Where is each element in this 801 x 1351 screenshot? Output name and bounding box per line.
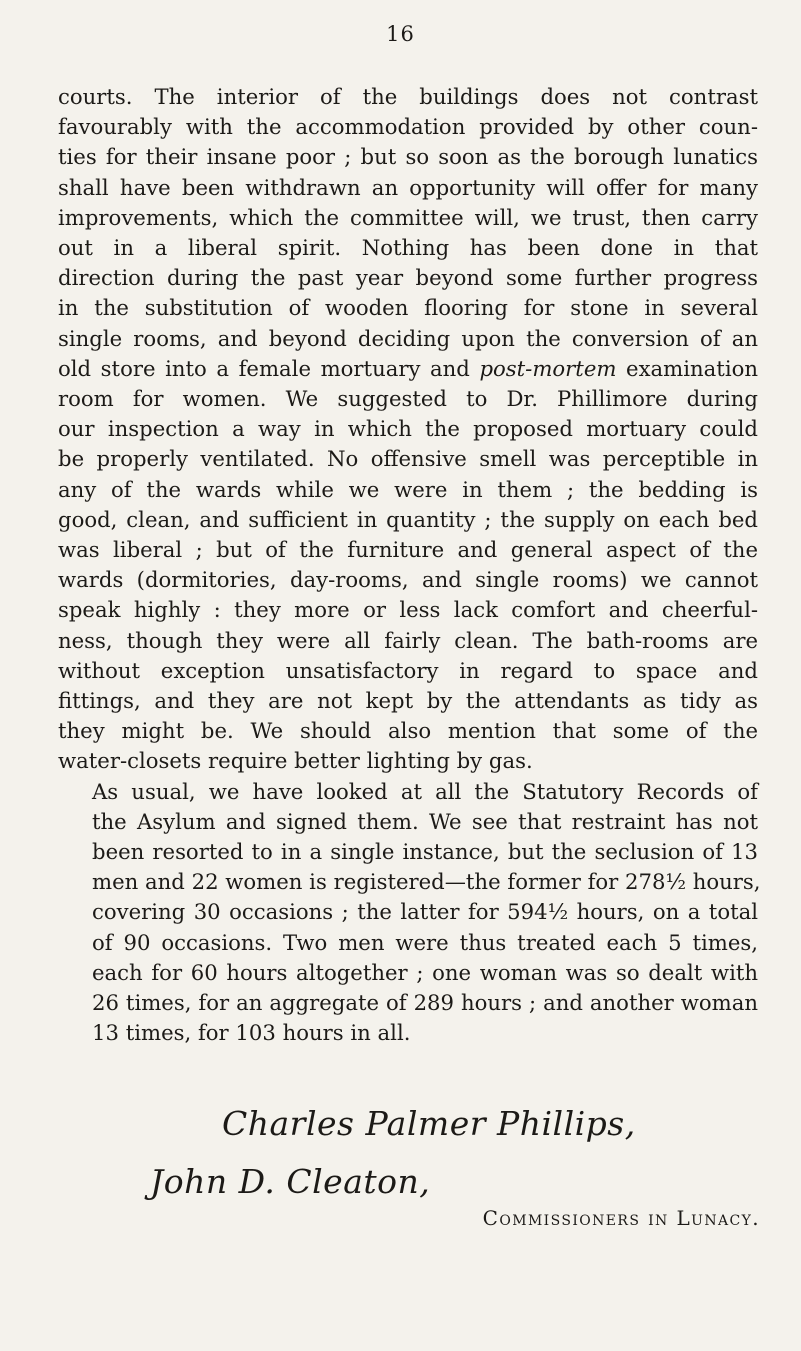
paragraph-statutory-records — [58, 777, 761, 1049]
text-line: room for women. We suggested to Dr. Phillimore during — [58, 386, 758, 412]
text-line: fittings, and they are not kept by the attendants as tidy as — [58, 688, 758, 714]
text-line: good, clean, and sufficient in quantity ; the supply on each bed — [58, 506, 758, 532]
text-line: they might be. We should also mention that some of the — [58, 718, 758, 744]
text-line: courts. The interior of the buildings does not contrast — [58, 84, 758, 109]
text-line: any of the wards while we were in them ; the bedding is — [58, 476, 758, 502]
text-line: speak highly : they more or less lack comfort and cheerful- — [58, 597, 758, 623]
text-line: men and 22 women is registered—the former for 278½ hours, — [92, 869, 761, 895]
text-line: without exception unsatisfactory in regard to space and — [58, 657, 758, 683]
text-line: single rooms, and beyond deciding upon the conversion of an — [58, 325, 758, 351]
text-line: of 90 occasions. Two men were thus treated each 5 times, — [92, 929, 758, 955]
text-line: direction during the past year beyond some further progress — [58, 265, 758, 291]
text-line: favourably with the accommodation provided by other coun- — [58, 114, 758, 140]
body-text — [58, 82, 761, 1049]
text-line: out in a liberal spirit. Nothing has been done in that — [58, 235, 758, 261]
signature-cleaton: John D. Cleaton, — [150, 1162, 431, 1201]
text-line: was liberal ; but of the furniture and general aspect of the — [58, 537, 758, 563]
text-line: old store into a female mortuary and post-mortem examination — [58, 355, 758, 381]
signature-phillips: Charles Palmer Phillips, — [222, 1104, 636, 1143]
text-line: in the substitution of wooden flooring for stone in several — [58, 295, 758, 321]
commissioners-title: Commissioners in Lunacy. — [482, 1206, 760, 1230]
text-line: 26 times, for an aggregate of 289 hours ; and another woman — [92, 990, 758, 1016]
paragraph-seclusion-wards — [58, 82, 758, 777]
text-line: our inspection a way in which the proposed mortuary could — [58, 416, 758, 442]
text-line: each for 60 hours altogether ; one woman was so dealt with — [92, 959, 758, 985]
text-line: shall have been withdrawn an opportunity will offer for many — [58, 174, 758, 200]
page-number: 16 — [386, 22, 415, 46]
text-line: As usual, we have looked at all the Statutory Records of — [92, 778, 758, 804]
text-line: water-closets require better lighting by gas. — [58, 748, 533, 774]
text-line: the Asylum and signed them. We see that restraint has not — [92, 808, 758, 834]
text-line: be properly ventilated. No offensive smell was perceptible in — [58, 446, 758, 472]
text-line: ness, though they were all fairly clean. The bath-rooms are — [58, 627, 758, 653]
text-line: wards (dormitories, day-rooms, and single rooms) we cannot — [58, 567, 758, 593]
text-line: improvements, which the committee will, we trust, then carry — [58, 204, 758, 230]
text-line: 13 times, for 103 hours in all. — [92, 1020, 411, 1046]
text-line: covering 30 occasions ; the latter for 594½ hours, on a total — [92, 899, 758, 925]
text-line: been resorted to in a single instance, but the seclusion of 13 — [92, 839, 758, 865]
text-line: ties for their insane poor ; but so soon as the borough lunatics — [58, 144, 758, 170]
